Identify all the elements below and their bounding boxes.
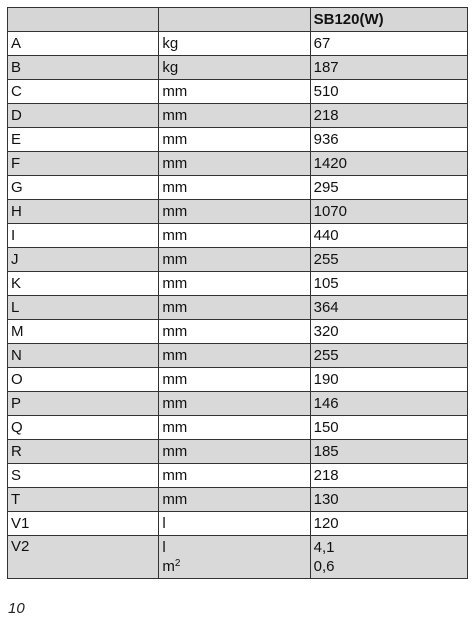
row-label-cell: B [8,56,159,80]
table-row [8,416,468,440]
row-value-cell: 218 [310,464,467,488]
unit-line-2-base: m [162,558,175,575]
row-value-cell: 120 [310,512,467,536]
row-value-cell: 218 [310,104,467,128]
row-value-cell: 364 [310,296,467,320]
table-row [8,176,468,200]
row-label-cell: C [8,80,159,104]
row-label-cell: M [8,320,159,344]
table-row [8,344,468,368]
row-label-cell: J [8,248,159,272]
row-label-cell: N [8,344,159,368]
row-unit-cell: mm [159,320,310,344]
row-unit-cell: mm [159,344,310,368]
row-label-cell: R [8,440,159,464]
row-label-cell: K [8,272,159,296]
table-row [8,272,468,296]
table-row [8,104,468,128]
table-row [8,152,468,176]
table-row [8,200,468,224]
row-unit-cell [159,536,310,579]
table-row [8,248,468,272]
table-row [8,56,468,80]
row-label-cell: T [8,488,159,512]
row-unit-cell: mm [159,296,310,320]
row-unit-cell: kg [159,56,310,80]
row-value-cell: 320 [310,320,467,344]
table-row [8,488,468,512]
row-unit-cell: mm [159,128,310,152]
unit-line-2-superscript: 2 [174,558,181,569]
row-value-cell: 295 [310,176,467,200]
table-row [8,392,468,416]
header-model-cell: SB120(W) [310,8,467,32]
row-unit-cell: mm [159,176,310,200]
row-label-cell: D [8,104,159,128]
row-unit-cell: mm [159,464,310,488]
unit-line-1: l [162,539,166,556]
table-row [8,368,468,392]
row-label-cell: F [8,152,159,176]
row-label-cell: O [8,368,159,392]
table-row [8,296,468,320]
row-label-cell: A [8,32,159,56]
row-unit-cell: mm [159,368,310,392]
row-label-cell: G [8,176,159,200]
row-label-cell: Q [8,416,159,440]
table-row [8,80,468,104]
row-value-cell: 1070 [310,200,467,224]
table-header-row [8,8,468,32]
page-number: 10 [8,600,25,617]
row-value-cell: 146 [310,392,467,416]
row-label-cell: V1 [8,512,159,536]
value-line-2: 0,6 [313,558,335,575]
table-row [8,32,468,56]
row-value-cell: 150 [310,416,467,440]
row-value-cell: 67 [310,32,467,56]
row-unit-cell: mm [159,392,310,416]
row-value-cell: 130 [310,488,467,512]
row-label-cell: P [8,392,159,416]
row-unit-cell: mm [159,80,310,104]
row-value-cell: 440 [310,224,467,248]
row-value-cell [310,536,467,579]
row-unit-cell: mm [159,224,310,248]
row-value-cell: 187 [310,56,467,80]
row-value-cell: 510 [310,80,467,104]
row-label-cell: L [8,296,159,320]
header-unit-cell [159,8,310,32]
row-unit-cell: mm [159,440,310,464]
specification-table [7,7,468,579]
row-unit-cell: mm [159,200,310,224]
table-row [8,464,468,488]
row-label-cell: E [8,128,159,152]
row-value-cell: 255 [310,248,467,272]
row-unit-cell: kg [159,32,310,56]
row-label-cell: H [8,200,159,224]
row-value-cell: 190 [310,368,467,392]
row-unit-cell: mm [159,416,310,440]
table-row [8,128,468,152]
row-unit-cell: mm [159,488,310,512]
header-label-cell [8,8,159,32]
row-value-cell: 105 [310,272,467,296]
row-label-cell: V2 [8,536,159,579]
row-unit-cell: mm [159,248,310,272]
table-row-last [8,536,468,579]
row-value-cell: 1420 [310,152,467,176]
row-unit-cell: mm [159,272,310,296]
table-body [8,8,468,579]
table-row [8,440,468,464]
table-row [8,512,468,536]
row-unit-cell: mm [159,104,310,128]
row-unit-cell: mm [159,152,310,176]
row-label-cell: I [8,224,159,248]
table-row [8,224,468,248]
row-value-cell: 255 [310,344,467,368]
table-row [8,320,468,344]
row-value-cell: 936 [310,128,467,152]
unit-line-2 [162,557,309,576]
row-unit-cell: l [159,512,310,536]
row-label-cell: S [8,464,159,488]
value-line-1: 4,1 [313,539,335,556]
row-value-cell: 185 [310,440,467,464]
